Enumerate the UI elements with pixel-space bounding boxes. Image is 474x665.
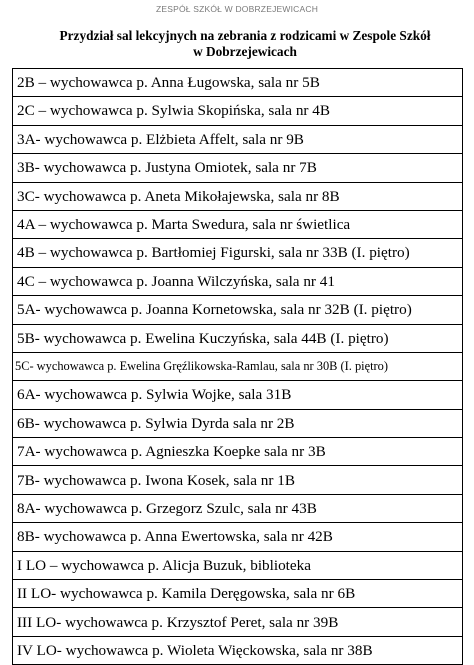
table-row — [13, 494, 463, 522]
school-header: ZESPÓŁ SZKÓŁ W DOBRZEJEWICACH — [155, 4, 319, 14]
document-title — [30, 28, 460, 60]
table-row — [13, 267, 463, 295]
classroom-assignment-table — [12, 68, 463, 665]
table-row — [13, 154, 463, 182]
table-cell: 4A – wychowawca p. Marta Swedura, sala nr świetlica — [13, 210, 463, 238]
table-row — [13, 608, 463, 636]
table-cell: 5A- wychowawca p. Joanna Kornetowska, sala nr 32B (I. piętro) — [13, 296, 463, 324]
table-row — [13, 182, 463, 210]
table-cell: 6A- wychowawca p. Sylwia Wojke, sala 31B — [13, 381, 463, 409]
table-row — [13, 409, 463, 437]
table-row — [13, 381, 463, 409]
table-cell: 5C- wychowawca p. Ewelina Gręźlikowska-Ramlau, sala nr 30B (I. piętro) — [13, 352, 463, 380]
table-row — [13, 551, 463, 579]
table-row — [13, 239, 463, 267]
table-cell: 5B- wychowawca p. Ewelina Kuczyńska, sala 44B (I. piętro) — [13, 324, 463, 352]
table-row — [13, 466, 463, 494]
table-row — [13, 97, 463, 125]
table-cell: 3B- wychowawca p. Justyna Omiotek, sala nr 7B — [13, 154, 463, 182]
table-cell: 4C – wychowawca p. Joanna Wilczyńska, sala nr 41 — [13, 267, 463, 295]
table-cell: II LO- wychowawca p. Kamila Deręgowska, sala nr 6B — [13, 580, 463, 608]
table-row — [13, 125, 463, 153]
table-cell: 8B- wychowawca p. Anna Ewertowska, sala nr 42B — [13, 523, 463, 551]
table-cell: 3C- wychowawca p. Aneta Mikołajewska, sala nr 8B — [13, 182, 463, 210]
table-row — [13, 636, 463, 664]
table-cell: 3A- wychowawca p. Elżbieta Affelt, sala nr 9B — [13, 125, 463, 153]
table-row — [13, 352, 463, 380]
table-cell: 2C – wychowawca p. Sylwia Skopińska, sala nr 4B — [13, 97, 463, 125]
table-cell: 2B – wychowawca p. Anna Ługowska, sala nr 5B — [13, 69, 463, 97]
table-cell: 8A- wychowawca p. Grzegorz Szulc, sala nr 43B — [13, 494, 463, 522]
table-cell: 7B- wychowawca p. Iwona Kosek, sala nr 1B — [13, 466, 463, 494]
table-cell: IV LO- wychowawca p. Wioleta Więckowska, sala nr 38B — [13, 636, 463, 664]
table-cell: III LO- wychowawca p. Krzysztof Peret, sala nr 39B — [13, 608, 463, 636]
table-row — [13, 69, 463, 97]
document-title-line-2: w Dobrzejewicach — [193, 44, 297, 59]
document-title-line-1: Przydział sal lekcyjnych na zebrania z rodzicami w Zespole Szkół — [59, 28, 431, 43]
table-cell: 7A- wychowawca p. Agnieszka Koepke sala nr 3B — [13, 438, 463, 466]
table-row — [13, 438, 463, 466]
table-row — [13, 296, 463, 324]
table-cell: 6B- wychowawca p. Sylwia Dyrda sala nr 2B — [13, 409, 463, 437]
table-cell: I LO – wychowawca p. Alicja Buzuk, biblioteka — [13, 551, 463, 579]
table-row — [13, 580, 463, 608]
table-cell: 4B – wychowawca p. Bartłomiej Figurski, sala nr 33B (I. piętro) — [13, 239, 463, 267]
table-row — [13, 210, 463, 238]
table-row — [13, 523, 463, 551]
table-row — [13, 324, 463, 352]
